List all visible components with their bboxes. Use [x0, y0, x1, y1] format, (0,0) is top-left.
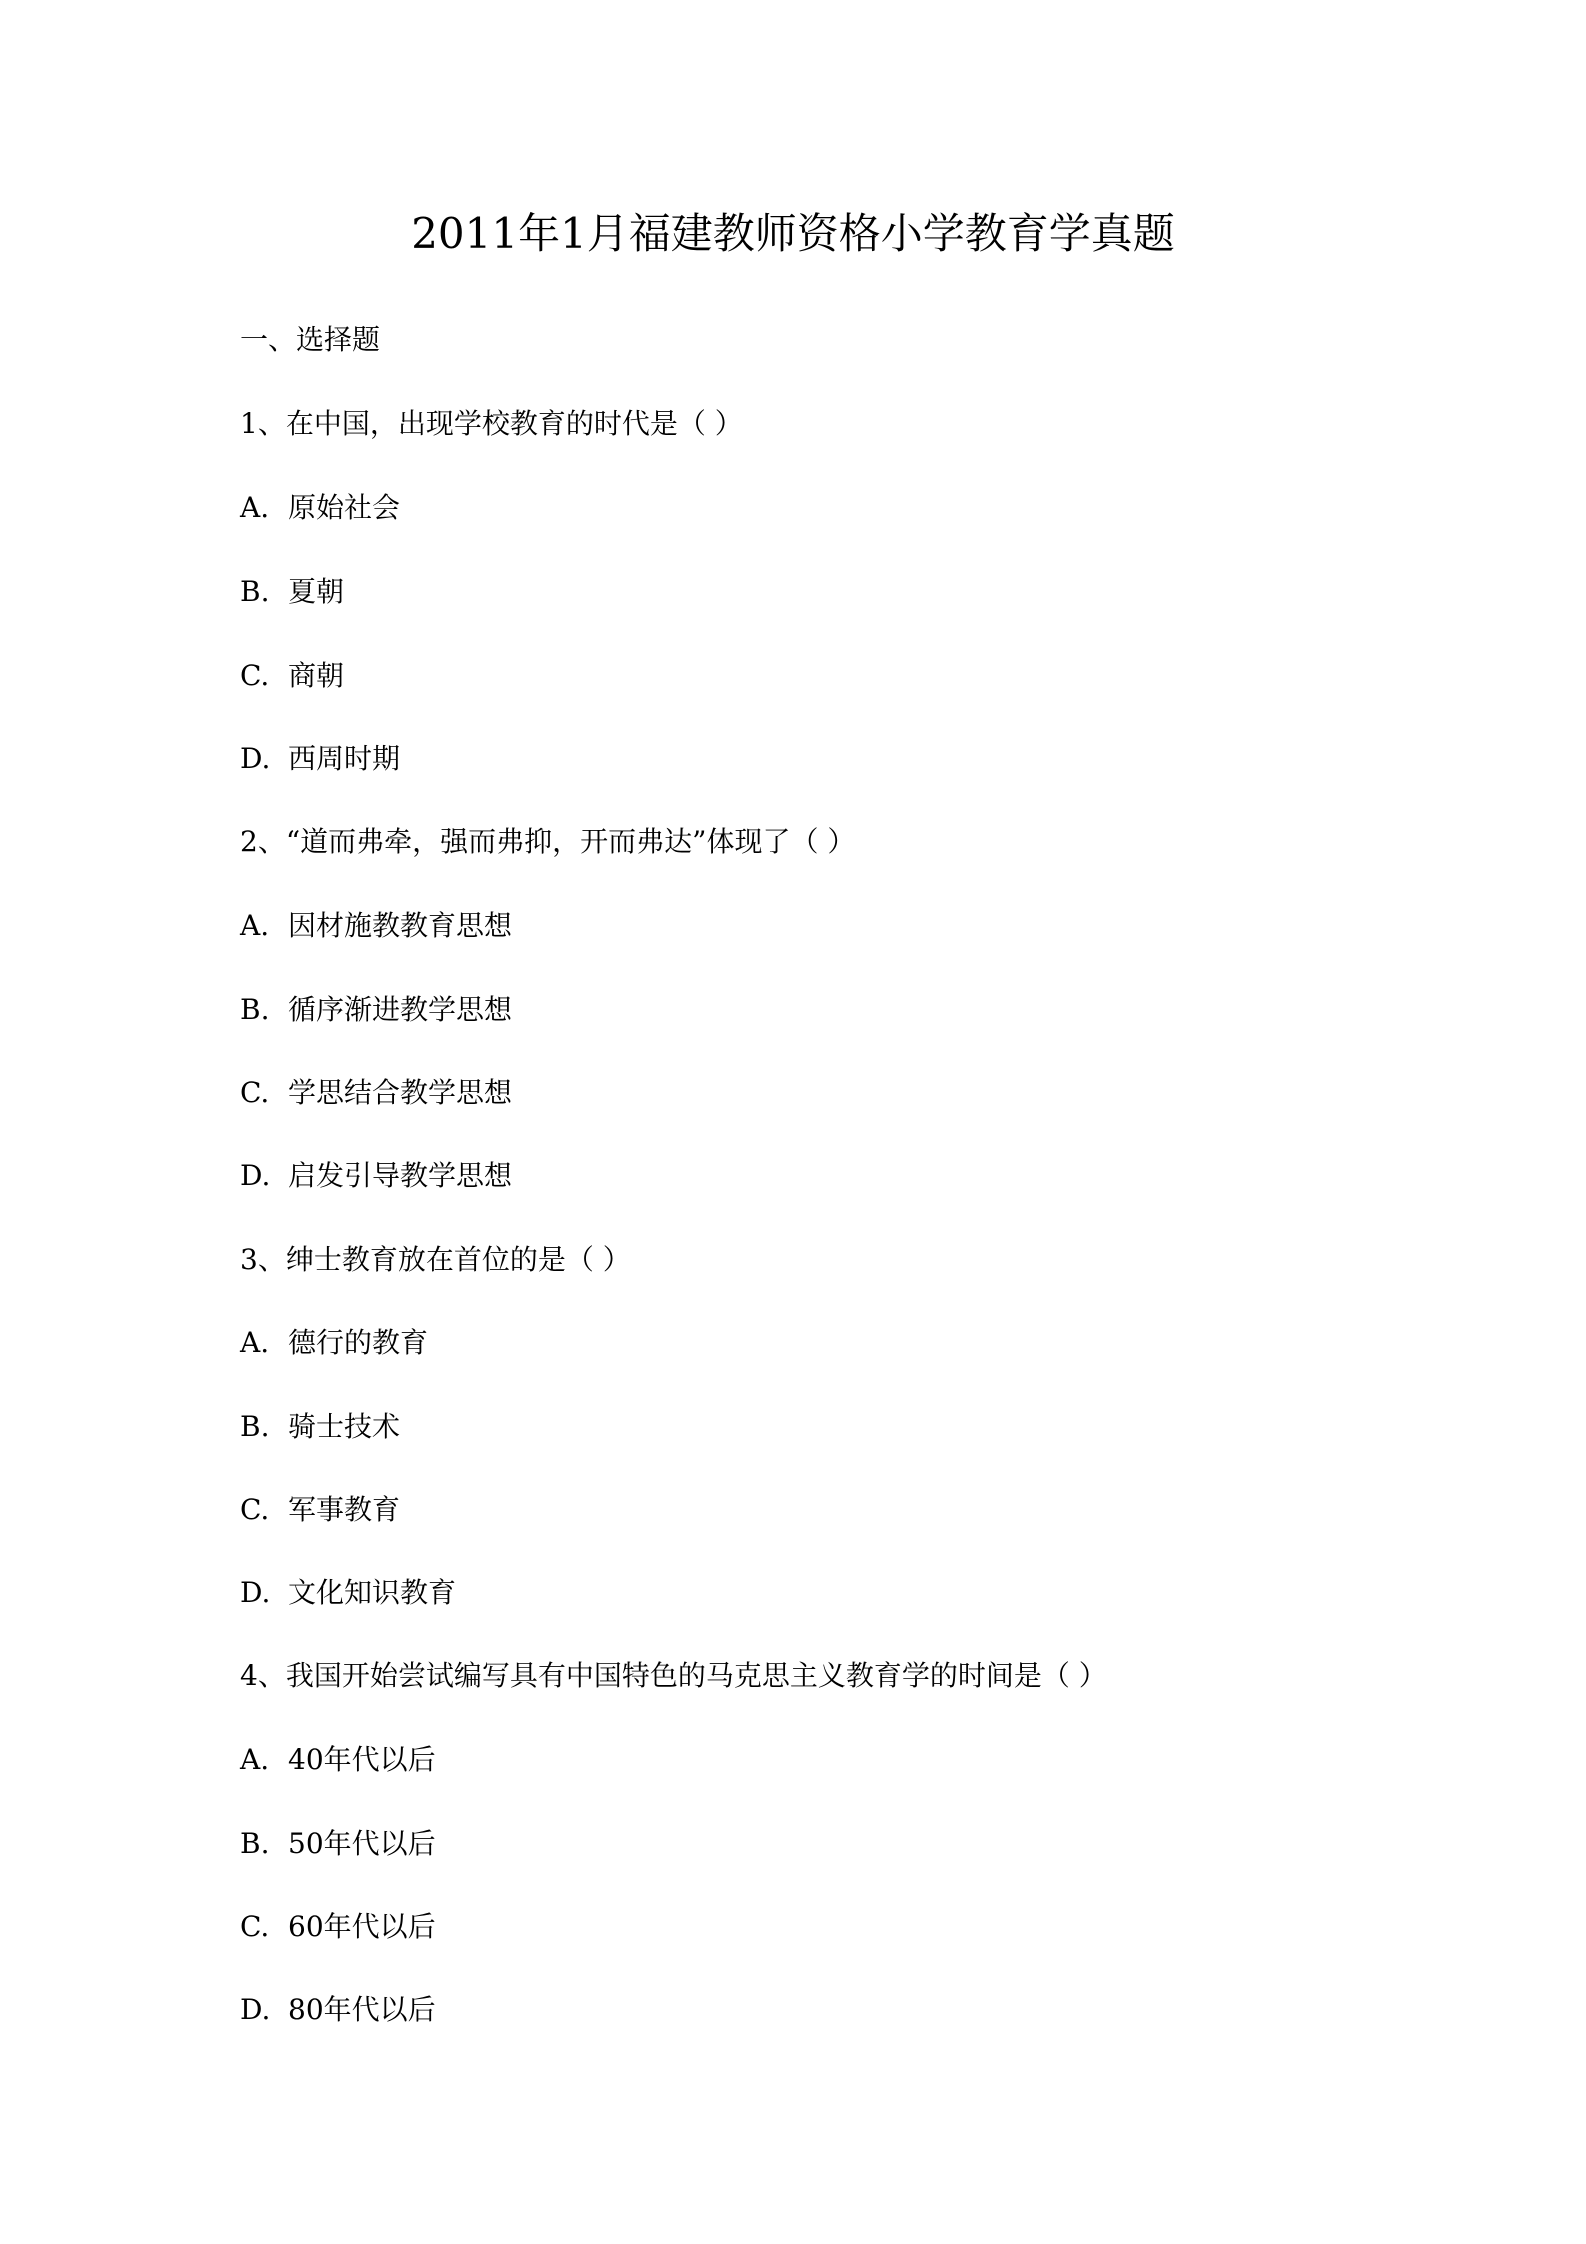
option-letter: A.	[240, 491, 270, 524]
option-letter: C.	[240, 1076, 270, 1109]
question-2-option-b	[240, 990, 512, 1030]
question-4-option-b	[240, 1824, 436, 1864]
question-4-stem: 4、我国开始尝试编写具有中国特色的马克思主义教育学的时间是（ ）	[240, 1659, 1107, 1692]
option-letter: C.	[240, 1493, 270, 1526]
question-2-option-c	[240, 1073, 512, 1113]
question-2-stem: 2、“道而弗牵，强而弗抑，开而弗达”体现了（ ）	[240, 825, 856, 858]
option-letter: B.	[240, 1410, 270, 1443]
option-text: 德行的教育	[288, 1326, 429, 1359]
question-3-option-d	[240, 1573, 456, 1613]
question-3-option-b	[240, 1407, 400, 1447]
option-text: 军事教育	[288, 1493, 401, 1526]
question-4-option-d	[240, 1990, 436, 2030]
page-title: 2011年1月福建教师资格小学教育学真题	[411, 209, 1175, 258]
option-text: 夏朝	[288, 575, 345, 608]
option-text: 循序渐进教学思想	[288, 993, 513, 1026]
question-1-option-d	[240, 739, 400, 779]
question-1-stem: 1、在中国，出现学校教育的时代是（ ）	[240, 407, 743, 440]
option-letter: A.	[240, 1743, 270, 1776]
option-letter: D.	[240, 1576, 271, 1609]
question-3-option-a	[240, 1323, 428, 1363]
option-text: 50年代以后	[288, 1827, 436, 1860]
option-text: 80年代以后	[288, 1993, 436, 2026]
option-text: 40年代以后	[288, 1743, 436, 1776]
question-1-option-a	[240, 488, 400, 528]
option-letter: A.	[240, 909, 270, 942]
option-letter: D.	[240, 1993, 271, 2026]
option-letter: C.	[240, 659, 270, 692]
option-text: 文化知识教育	[288, 1576, 457, 1609]
question-2-option-a	[240, 906, 512, 946]
option-letter: B.	[240, 993, 270, 1026]
question-4-option-a	[240, 1740, 436, 1780]
option-text: 商朝	[288, 659, 345, 692]
option-letter: B.	[240, 575, 270, 608]
option-text: 学思结合教学思想	[288, 1076, 513, 1109]
option-text: 启发引导教学思想	[288, 1159, 513, 1192]
question-1-option-c	[240, 656, 344, 696]
option-letter: A.	[240, 1326, 270, 1359]
option-letter: D.	[240, 742, 271, 775]
option-letter: D.	[240, 1159, 271, 1192]
question-3-option-c	[240, 1490, 400, 1530]
option-text: 60年代以后	[288, 1910, 436, 1943]
option-text: 因材施教教育思想	[288, 909, 513, 942]
question-1-option-b	[240, 572, 344, 612]
option-letter: C.	[240, 1910, 270, 1943]
option-text: 西周时期	[288, 742, 401, 775]
option-letter: B.	[240, 1827, 270, 1860]
question-3-stem: 3、绅士教育放在首位的是（ ）	[240, 1243, 631, 1276]
question-2-option-d	[240, 1156, 512, 1196]
option-text: 原始社会	[288, 491, 401, 524]
section-heading: 一、选择题	[240, 323, 381, 356]
option-text: 骑士技术	[288, 1410, 401, 1443]
question-4-option-c	[240, 1907, 436, 1947]
